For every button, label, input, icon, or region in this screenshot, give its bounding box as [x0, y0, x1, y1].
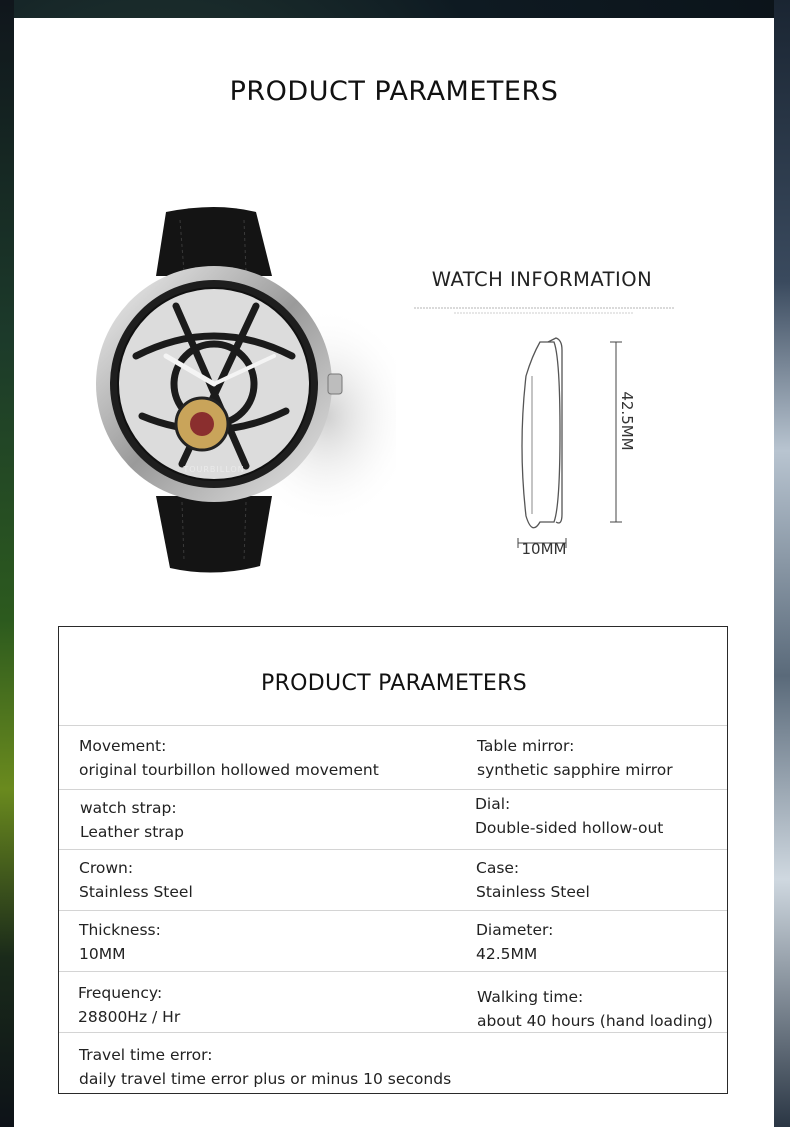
thickness-dimension-label: 10MM [521, 540, 567, 558]
row-divider [59, 789, 727, 790]
param-value: daily travel time error plus or minus 10 seconds [79, 1070, 452, 1088]
param-value: synthetic sapphire mirror [477, 761, 673, 779]
param-label: Table mirror: [477, 737, 575, 755]
height-dimension-label: 42.5MM [618, 391, 636, 451]
param-value: 42.5MM [476, 945, 538, 963]
dial-text: TOURBILLON [183, 465, 245, 474]
param-label: Walking time: [477, 988, 584, 1006]
row-divider [59, 971, 727, 972]
table-cell [79, 918, 161, 966]
param-value: Stainless Steel [476, 883, 590, 901]
background-right-edge [774, 0, 790, 1127]
table-cell [78, 981, 180, 1029]
background-left-edge [0, 0, 14, 1127]
table-cell [477, 734, 673, 782]
table-cell [475, 792, 663, 840]
param-value: 10MM [79, 945, 126, 963]
table-cell [79, 1043, 451, 1091]
param-value: Double-sided hollow-out [475, 819, 664, 837]
param-label: Diameter: [476, 921, 554, 939]
row-divider [59, 725, 727, 726]
param-label: Frequency: [78, 984, 163, 1002]
param-value: Stainless Steel [79, 883, 193, 901]
param-label: watch strap: [80, 799, 177, 817]
table-cell [80, 796, 184, 844]
product-page [14, 18, 774, 1127]
parameters-table [58, 626, 728, 1094]
fine-print-lines [414, 305, 674, 315]
row-divider [59, 849, 727, 850]
table-cell [476, 856, 590, 904]
param-value: original tourbillon hollowed movement [79, 761, 379, 779]
table-cell [476, 918, 553, 966]
param-value: 28800Hz / Hr [78, 1008, 181, 1026]
param-label: Travel time error: [79, 1046, 213, 1064]
row-divider [59, 910, 727, 911]
watch-profile-diagram [504, 336, 644, 566]
table-cell [477, 985, 713, 1033]
table-cell [79, 856, 193, 904]
table-title: PRODUCT PARAMETERS [261, 671, 527, 696]
param-label: Movement: [79, 737, 167, 755]
watch-image [96, 206, 396, 586]
watch-info-title: WATCH INFORMATION [431, 268, 653, 291]
page-title: PRODUCT PARAMETERS [229, 76, 559, 107]
table-cell [79, 734, 379, 782]
param-label: Dial: [475, 795, 511, 813]
param-value: Leather strap [80, 823, 184, 841]
param-label: Thickness: [79, 921, 161, 939]
param-label: Case: [476, 859, 520, 877]
param-label: Crown: [79, 859, 134, 877]
param-value: about 40 hours (hand loading) [477, 1012, 713, 1030]
